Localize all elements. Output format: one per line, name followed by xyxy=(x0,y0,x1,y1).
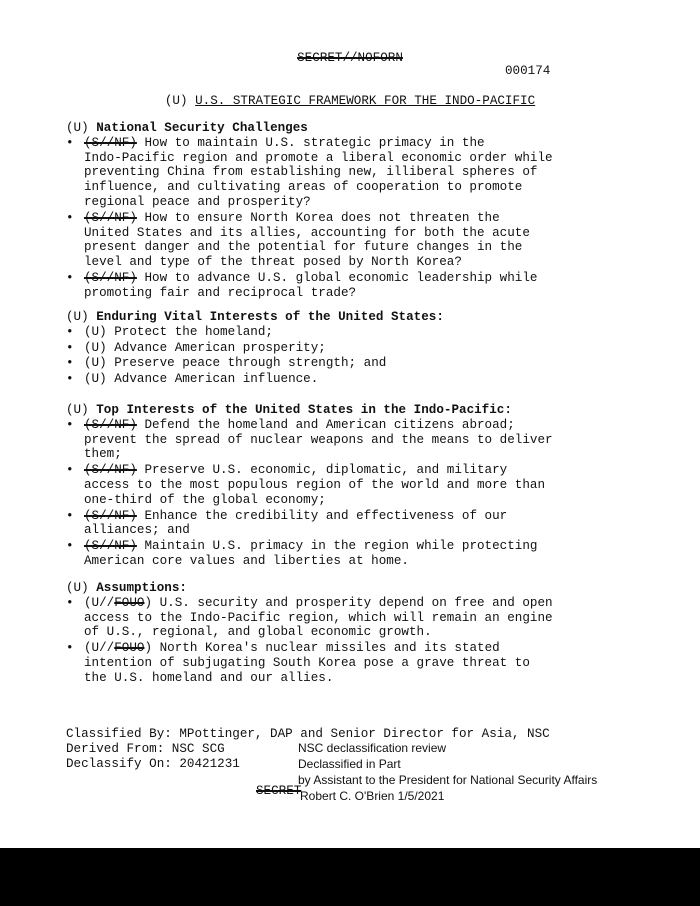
section-national-security-challenges xyxy=(66,121,586,301)
declassification-stamp xyxy=(298,740,597,804)
portion-marking: (U) xyxy=(84,356,107,371)
section-heading: (U) Assumptions: xyxy=(66,581,187,595)
item-text: North Korea's nuclear missiles and its stated intention of subjugating South Korea pose a grave threat to the U.S. homeland and our allies. xyxy=(84,641,530,685)
list-item xyxy=(66,418,586,462)
bullet-list xyxy=(66,596,586,686)
bullet-list xyxy=(66,325,586,387)
item-text: Maintain U.S. primacy in the region while protecting American core values and liberties at home. xyxy=(84,539,538,568)
derived-from: Derived From: NSC SCG xyxy=(66,741,225,756)
bullet-list xyxy=(66,418,586,569)
declassify-on: Declassify On: 20421231 xyxy=(66,756,240,771)
portion-marking: (U) xyxy=(84,324,107,339)
bullet-icon: • xyxy=(66,463,74,478)
list-item xyxy=(66,341,586,356)
bullet-icon: • xyxy=(66,270,74,285)
list-item xyxy=(66,596,586,640)
list-item xyxy=(66,325,586,340)
bullet-icon: • xyxy=(66,372,74,387)
item-text: Advance American prosperity; xyxy=(114,340,326,355)
classified-by: Classified By: MPottinger, DAP and Senior Director for Asia, NSC xyxy=(66,727,550,741)
section-top-interests-indo-pacific xyxy=(66,403,586,569)
scan-border xyxy=(0,848,700,906)
stamp-line: Robert C. O'Brien 1/5/2021 xyxy=(300,789,445,803)
section-assumptions xyxy=(66,581,586,686)
bullet-icon: • xyxy=(66,417,74,432)
list-item xyxy=(66,271,586,301)
item-text: Preserve peace through strength; and xyxy=(114,356,387,371)
portion-marking: (S//NF) xyxy=(84,508,137,523)
section-heading: (U) Top Interests of the United States in the Indo-Pacific: xyxy=(66,403,512,417)
bullet-icon: • xyxy=(66,210,74,225)
item-text: How to maintain U.S. strategic primacy in the Indo-Pacific region and promote a liberal economic order while preventing China from establishing new, illiberal spheres of influence, and cultivating areas of cooperation to promote regional peace and prosperity? xyxy=(84,135,553,209)
bullet-icon: • xyxy=(66,641,74,656)
item-text: How to ensure North Korea does not threaten the United States and its allies, accounting for both the acute present danger and the potential for future changes in the level and type of the threat posed by North Korea? xyxy=(84,210,530,270)
item-text: Defend the homeland and American citizens abroad; prevent the spread of nuclear weapons and the means to deliver them; xyxy=(84,417,553,462)
list-item xyxy=(66,211,586,270)
bullet-icon: • xyxy=(66,539,74,554)
stamp-line: by Assistant to the President for National Security Affairs xyxy=(298,773,598,787)
section-vital-interests xyxy=(66,310,586,387)
list-item xyxy=(66,463,586,507)
item-text: U.S. security and prosperity depend on free and open access to the Indo-Pacific region, which will remain an engine of U.S., regional, and global economic growth. xyxy=(84,595,553,640)
section-heading: (U) Enduring Vital Interests of the United States: xyxy=(66,310,444,324)
bullet-icon: • xyxy=(66,595,74,610)
item-text: Advance American influence. xyxy=(114,372,319,387)
portion-marking: (S//NF) xyxy=(84,463,137,478)
bullet-icon: • xyxy=(66,324,74,339)
list-item xyxy=(66,641,586,685)
footer-classification-marking: SECRET xyxy=(256,784,302,798)
portion-marking: (U) xyxy=(84,372,107,387)
bullet-icon: • xyxy=(66,356,74,371)
stamp-line: Declassified in Part xyxy=(298,757,401,771)
bullet-icon: • xyxy=(66,135,74,150)
bullet-icon: • xyxy=(66,508,74,523)
item-text: Enhance the credibility and effectiveness of our alliances; and xyxy=(84,508,508,538)
title-prefix: (U) xyxy=(164,94,188,108)
list-item xyxy=(66,356,586,371)
portion-marking: (S//NF) xyxy=(84,210,137,225)
portion-marking: (U//FOUO) xyxy=(84,595,153,610)
bullet-list xyxy=(66,136,586,301)
portion-marking: (S//NF) xyxy=(84,270,137,285)
stamp-line: NSC declassification review xyxy=(298,741,447,755)
portion-marking: (U) xyxy=(84,340,107,355)
document-title xyxy=(0,94,700,109)
portion-marking: (S//NF) xyxy=(84,539,137,554)
list-item xyxy=(66,136,586,210)
item-text: Protect the homeland; xyxy=(114,324,273,339)
portion-marking: (S//NF) xyxy=(84,417,137,432)
list-item xyxy=(66,539,586,569)
item-text: Preserve U.S. economic, diplomatic, and military access to the most populous region of the world and more than one-third of the global economy; xyxy=(84,463,546,507)
bullet-icon: • xyxy=(66,340,74,355)
list-item xyxy=(66,509,586,539)
list-item xyxy=(66,372,586,387)
document-number: 000174 xyxy=(505,64,551,78)
section-heading: (U) National Security Challenges xyxy=(66,121,308,135)
portion-marking: (S//NF) xyxy=(84,135,137,150)
portion-marking: (U//FOUO) xyxy=(84,641,153,656)
title-text: U.S. STRATEGIC FRAMEWORK FOR THE INDO-PACIFIC xyxy=(195,94,536,108)
item-text: How to advance U.S. global economic leadership while promoting fair and reciprocal trade? xyxy=(84,270,538,300)
classification-banner: SECRET//NOFORN xyxy=(297,51,403,65)
